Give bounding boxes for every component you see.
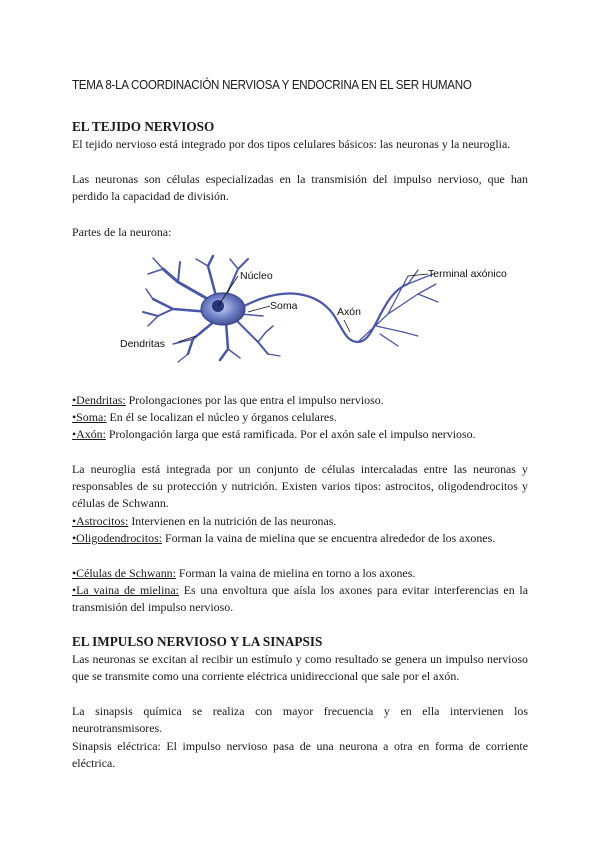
term-vaina-mielina: •La vaina de mielina: (72, 583, 179, 597)
paragraph-partes-intro: Partes de la neurona: (72, 225, 172, 239)
term-astrocitos: •Astrocitos: (72, 514, 129, 528)
section-heading-impulso: EL IMPULSO NERVIOSO Y LA SINAPSIS (72, 634, 323, 649)
label-terminal-axonico: Terminal axónico (428, 268, 507, 280)
section-heading-tejido: EL TEJIDO NERVIOSO (72, 119, 215, 134)
list-item-schwann (72, 565, 528, 582)
term-axon: •Axón: (72, 427, 106, 441)
axon-line (244, 284, 408, 342)
desc-axon: Prolongación larga que está ramificada. Por el axón sale el impulso nervioso. (105, 427, 476, 441)
list-item-axon (72, 426, 528, 443)
term-schwann: •Células de Schwann: (72, 566, 176, 580)
list-item-oligodendrocitos (72, 530, 528, 547)
label-soma: Soma (270, 300, 298, 312)
neuron-diagram (118, 254, 530, 364)
list-item-astrocitos (72, 513, 528, 530)
list-item-soma (72, 409, 528, 426)
paragraph-neuroglia: La neuroglia está integrada por un conjunto de células intercaladas entre las neuronas y responsables de su protección y nutrición. Existen varios tipos: astrocitos, oligodendrocitos y células de Schwann. (72, 462, 528, 511)
label-nucleo: Núcleo (240, 270, 273, 282)
list-item-vaina-mielina (72, 582, 528, 616)
desc-schwann: Forman la vaina de mielina en torno a los axones. (175, 566, 416, 580)
desc-soma: En él se localizan el núcleo y órganos celulares. (106, 410, 337, 424)
desc-oligodendrocitos: Forman la vaina de mielina que se encuentra alrededor de los axones. (162, 531, 496, 545)
paragraph-sinapsis-electrica: Sinapsis eléctrica: El impulso nervioso pasa de una neurona a otra en forma de corriente eléctrica. (72, 739, 528, 771)
paragraph-tejido-intro: El tejido nervioso está integrado por dos tipos celulares básicos: las neuronas y la neuroglia. (72, 137, 511, 151)
document-title: TEMA 8-LA COORDINACIÓN NERVIOSA Y ENDOCRINA EN EL SER HUMANO (72, 78, 472, 92)
term-soma: •Soma: (72, 410, 107, 424)
paragraph-neuronas: Las neuronas son células especializadas en la transmisión del impulso nervioso, que han perdido la capacidad de división. (72, 172, 528, 204)
term-dendritas: •Dendritas: (72, 393, 126, 407)
desc-dendritas: Prolongaciones por las que entra el impulso nervioso. (125, 393, 384, 407)
desc-vaina-mielina: Es una envoltura que aísla los axones para evitar interferencias en la transmisión del impulso nervioso. (72, 583, 529, 615)
list-item-dendritas (72, 392, 528, 409)
label-dendritas: Dendritas (120, 338, 165, 350)
desc-astrocitos: Intervienen en la nutrición de las neuronas. (128, 514, 337, 528)
paragraph-impulso: Las neuronas se excitan al recibir un estímulo y como resultado se genera un impulso nervioso que se transmite como una corriente eléctrica unidireccional que sale por el axón. (72, 652, 528, 684)
term-oligodendrocitos: •Oligodendrocitos: (72, 531, 163, 545)
label-axon: Axón (337, 306, 361, 318)
paragraph-sinapsis-quimica: La sinapsis química se realiza con mayor frecuencia y en ella intervienen los neurotransmisores. (72, 704, 528, 736)
